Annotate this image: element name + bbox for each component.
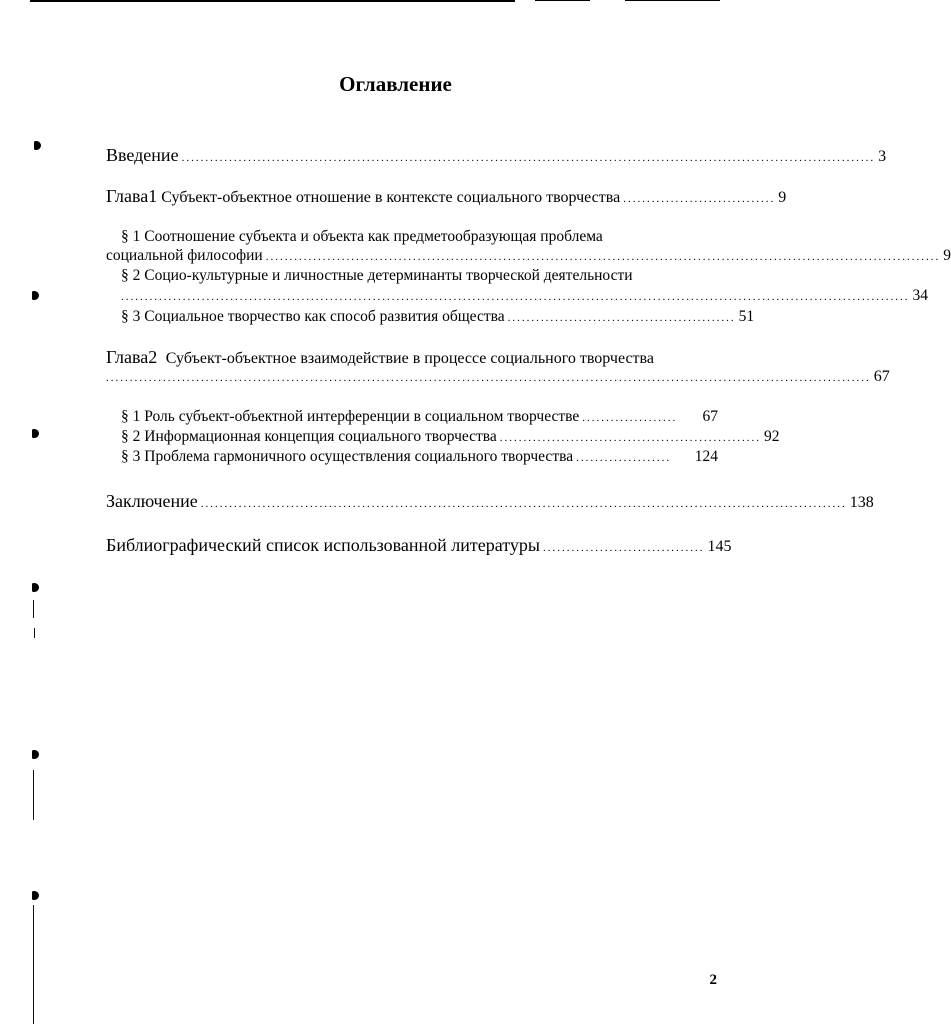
toc-entry-chapter2-line1[interactable] (106, 347, 718, 368)
punch-hole-mark (32, 291, 39, 300)
margin-line-mark (33, 905, 34, 1024)
toc-page-number: 9 (778, 189, 787, 206)
toc-entry-intro[interactable] (106, 145, 887, 166)
toc-page-number: 67 (873, 368, 890, 385)
toc-page-number: 9 (943, 247, 951, 264)
page-title: Оглавление (339, 72, 452, 96)
toc-leader-dots: .................................................................................................................................................. (181, 152, 876, 164)
punch-hole-mark (32, 750, 39, 759)
scan-top-line (30, 0, 515, 2)
toc-page-number: 67 (702, 408, 718, 425)
toc-leader-dots: .............................................................................................................................................. (265, 251, 941, 263)
toc-entry-label: Субъект-объектное отношение в контексте социального творчества (161, 189, 621, 206)
toc-entry-label: § 1 Роль субъект-объектной интерференции в социальном творчестве (121, 408, 580, 425)
toc-page-number: 34 (912, 287, 928, 304)
scan-top-line (625, 0, 720, 1)
punch-hole-mark (34, 141, 41, 150)
margin-line-mark (33, 770, 34, 820)
toc-entry-label: § 3 Социальное творчество как способ развития общества (121, 308, 505, 325)
toc-section-1-3[interactable] (121, 308, 755, 326)
toc-section-1-1-line1[interactable]: § 1 Соотношение субъекта и объекта как предметообразующая проблема (121, 228, 603, 245)
toc-section-1-2[interactable] (121, 287, 928, 305)
toc-entry-label: Заключение (106, 491, 198, 511)
punch-hole-mark (32, 891, 39, 900)
toc-page-number: 138 (849, 494, 874, 511)
toc-section-2-1[interactable] (121, 408, 718, 426)
toc-leader-dots: ....................................................... (499, 432, 762, 444)
toc-leader-dots: ...................................................................................................................................................................... (121, 291, 910, 303)
toc-entry-label: Субъект-объектное взаимодействие в процессе социального творчества (165, 350, 654, 367)
toc-section-2-2[interactable] (121, 428, 780, 446)
scan-top-line (535, 0, 590, 1)
toc-chapter-prefix: Глава2 (106, 347, 158, 367)
toc-page-number: 51 (738, 308, 755, 325)
toc-section-2-3[interactable] (121, 448, 718, 466)
toc-entry-label: Библиографический список использованной литературы (106, 535, 541, 555)
toc-page-number: 124 (694, 448, 718, 465)
toc-leader-dots: ................................................................................................................................................................. (106, 372, 871, 384)
toc-leader-dots: ................................ (623, 193, 776, 205)
margin-line-mark (34, 628, 35, 638)
toc-leader-dots: .................... (582, 412, 678, 424)
toc-entry-label: Введение (106, 145, 179, 165)
toc-entry-label: социальной философии (106, 247, 263, 264)
punch-hole-mark (32, 583, 39, 592)
toc-page-number: 145 (707, 538, 732, 555)
toc-leader-dots: ................................................ (507, 312, 736, 324)
toc-entry-label: § 3 Проблема гармоничного осуществления социального творчества (121, 448, 574, 465)
toc-entry-bibliography[interactable] (106, 535, 732, 556)
margin-line-mark (33, 600, 34, 618)
toc-entry-chapter2[interactable] (106, 368, 890, 386)
toc-page-number: 92 (764, 428, 780, 445)
toc-leader-dots: .................................. (543, 542, 705, 554)
toc-chapter-prefix: Глава1 (106, 186, 158, 206)
punch-hole-mark (32, 429, 39, 438)
toc-page-number: 3 (878, 148, 887, 165)
toc-leader-dots: ........................................................................................................................................ (200, 498, 847, 510)
toc-leader-dots: .................... (576, 452, 672, 464)
page-number: 2 (709, 972, 717, 988)
toc-section-1-2-line1[interactable]: § 2 Социо-культурные и личностные детерминанты творческой деятельности (121, 267, 633, 284)
toc-entry-conclusion[interactable] (106, 491, 874, 512)
toc-entry-chapter1[interactable] (106, 186, 787, 207)
toc-entry-label: § 2 Информационная концепция социального творчества (121, 428, 497, 445)
toc-section-1-1[interactable] (106, 247, 951, 265)
